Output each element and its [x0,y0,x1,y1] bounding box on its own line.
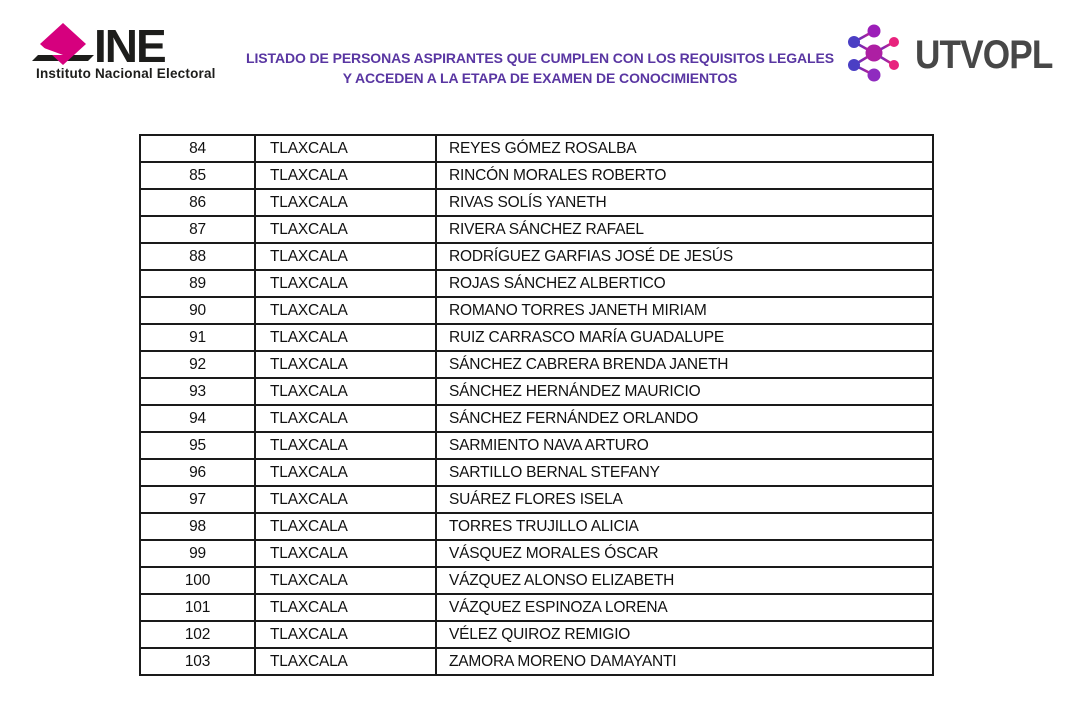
cell-name: RUIZ CARRASCO MARÍA GUADALUPE [436,324,933,351]
table-row [140,270,933,297]
table-row [140,351,933,378]
cell-num: 96 [140,459,255,486]
cell-name: SARTILLO BERNAL STEFANY [436,459,933,486]
table-row [140,648,933,675]
utvopl-wordmark: UTVOPL [915,33,1053,77]
cell-num: 102 [140,621,255,648]
table-row [140,405,933,432]
cell-num: 93 [140,378,255,405]
cell-name: ROJAS SÁNCHEZ ALBERTICO [436,270,933,297]
cell-state: TLAXCALA [255,486,436,513]
cell-state: TLAXCALA [255,432,436,459]
cell-num: 84 [140,135,255,162]
page-title [228,48,852,88]
cell-state: TLAXCALA [255,594,436,621]
cell-name: RIVAS SOLÍS YANETH [436,189,933,216]
cell-state: TLAXCALA [255,189,436,216]
table-row [140,216,933,243]
cell-name: ROMANO TORRES JANETH MIRIAM [436,297,933,324]
table-row [140,162,933,189]
cell-name: TORRES TRUJILLO ALICIA [436,513,933,540]
table-row [140,540,933,567]
cell-name: SUÁREZ FLORES ISELA [436,486,933,513]
cell-state: TLAXCALA [255,648,436,675]
cell-name: SARMIENTO NAVA ARTURO [436,432,933,459]
page-title-line1: LISTADO DE PERSONAS ASPIRANTES QUE CUMPLEN CON LOS REQUISITOS LEGALES [246,50,834,66]
table-row [140,189,933,216]
ine-subtitle: Instituto Nacional Electoral [36,66,216,81]
cell-state: TLAXCALA [255,162,436,189]
table-row [140,621,933,648]
cell-name: ZAMORA MORENO DAMAYANTI [436,648,933,675]
cell-name: RODRÍGUEZ GARFIAS JOSÉ DE JESÚS [436,243,933,270]
table-row [140,486,933,513]
network-nodes-icon [843,22,909,86]
cell-num: 87 [140,216,255,243]
cell-num: 85 [140,162,255,189]
cell-num: 97 [140,486,255,513]
cell-num: 88 [140,243,255,270]
table-row [140,378,933,405]
cell-num: 94 [140,405,255,432]
utvopl-logo [843,22,1053,88]
cell-state: TLAXCALA [255,216,436,243]
cell-name: SÁNCHEZ CABRERA BRENDA JANETH [436,351,933,378]
cell-num: 92 [140,351,255,378]
cell-state: TLAXCALA [255,378,436,405]
cell-name: VÁZQUEZ ALONSO ELIZABETH [436,567,933,594]
cell-num: 91 [140,324,255,351]
table-row [140,594,933,621]
table-row [140,567,933,594]
table-row [140,432,933,459]
cell-num: 90 [140,297,255,324]
cell-name: VÁZQUEZ ESPINOZA LORENA [436,594,933,621]
cell-name: VÉLEZ QUIROZ REMIGIO [436,621,933,648]
cell-state: TLAXCALA [255,540,436,567]
cell-num: 98 [140,513,255,540]
ine-ballot-icon [30,22,220,66]
cell-num: 100 [140,567,255,594]
cell-state: TLAXCALA [255,405,436,432]
cell-name: REYES GÓMEZ ROSALBA [436,135,933,162]
cell-name: SÁNCHEZ HERNÁNDEZ MAURICIO [436,378,933,405]
cell-name: VÁSQUEZ MORALES ÓSCAR [436,540,933,567]
page-header [0,0,1068,110]
cell-num: 89 [140,270,255,297]
cell-state: TLAXCALA [255,243,436,270]
cell-state: TLAXCALA [255,324,436,351]
cell-num: 95 [140,432,255,459]
cell-num: 101 [140,594,255,621]
aspirants-table [139,134,934,676]
cell-name: RINCÓN MORALES ROBERTO [436,162,933,189]
cell-state: TLAXCALA [255,621,436,648]
cell-name: SÁNCHEZ FERNÁNDEZ ORLANDO [436,405,933,432]
table-row [140,324,933,351]
cell-state: TLAXCALA [255,297,436,324]
cell-state: TLAXCALA [255,351,436,378]
cell-state: TLAXCALA [255,270,436,297]
svg-text:INE: INE [94,22,165,66]
table-row [140,243,933,270]
table-row [140,297,933,324]
cell-state: TLAXCALA [255,567,436,594]
cell-num: 99 [140,540,255,567]
cell-state: TLAXCALA [255,513,436,540]
cell-state: TLAXCALA [255,459,436,486]
cell-name: RIVERA SÁNCHEZ RAFAEL [436,216,933,243]
table-row [140,513,933,540]
page-title-line2: Y ACCEDEN A LA ETAPA DE EXAMEN DE CONOCIMIENTOS [342,70,738,86]
ine-logo [30,22,220,84]
table-row [140,459,933,486]
cell-num: 103 [140,648,255,675]
table-row [140,135,933,162]
cell-num: 86 [140,189,255,216]
cell-state: TLAXCALA [255,135,436,162]
